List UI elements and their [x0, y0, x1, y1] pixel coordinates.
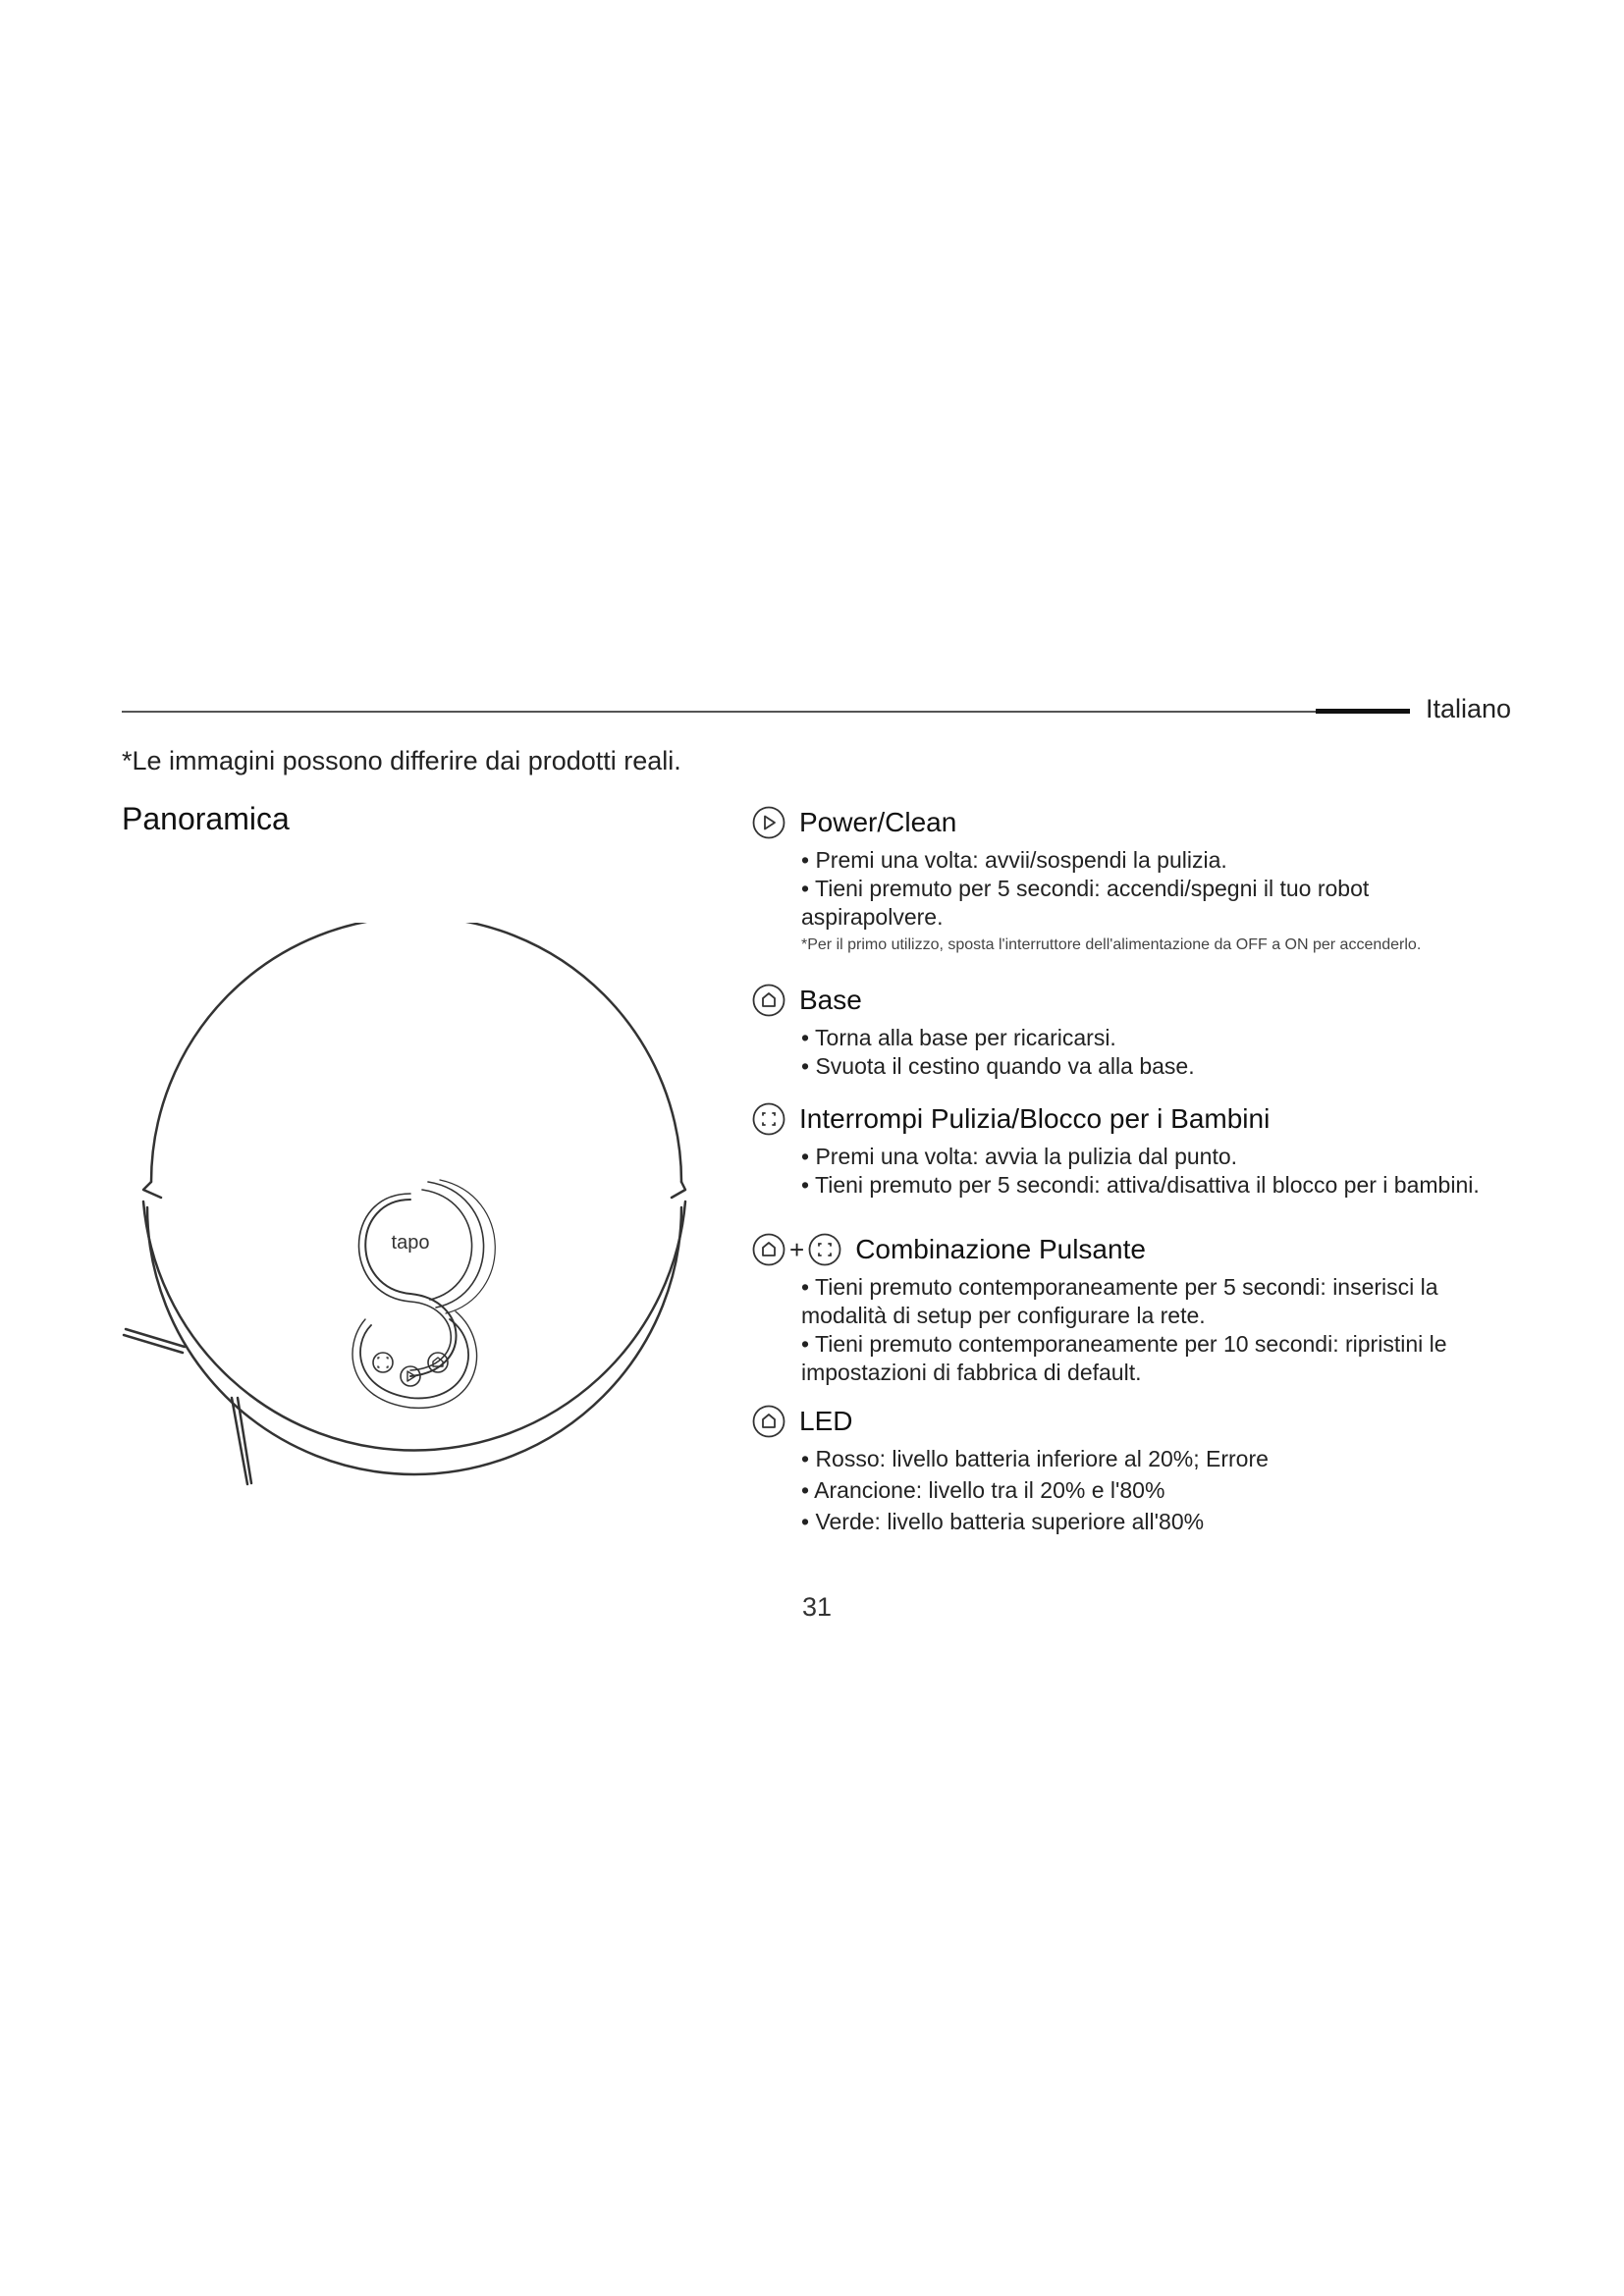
section-line: modalità di setup per configurare la rete. [801, 1303, 1206, 1328]
section-line: aspirapolvere. [801, 904, 944, 930]
language-label: Italiano [1426, 694, 1512, 723]
page-title: Panoramica [122, 801, 290, 836]
section-line: • Verde: livello batteria superiore all'80% [801, 1509, 1205, 1534]
section-title: Combinazione Pulsante [855, 1234, 1146, 1264]
header-rule-accent [1316, 709, 1410, 714]
section-line: • Premi una volta: avvia la pulizia dal punto. [801, 1144, 1238, 1169]
section-button-combination [752, 1230, 1538, 1387]
section-line: • Tieni premuto contemporaneamente per 10 secondi: ripristini le [801, 1331, 1447, 1357]
disclaimer: *Le immagini possono differire dai prodotti reali. [122, 746, 681, 775]
plus-sign: + [789, 1234, 805, 1264]
robot-vacuum-illustration [116, 923, 705, 1492]
section-note: *Per il primo utilizzo, sposta l'interruttore dell'alimentazione da OFF a ON per accenderlo. [801, 936, 1422, 953]
section-line: • Premi una volta: avvii/sospendi la pulizia. [801, 847, 1227, 873]
section-line: • Rosso: livello batteria inferiore al 20%; Errore [801, 1446, 1269, 1471]
home-icon [752, 1233, 785, 1266]
section-line: impostazioni di fabbrica di default. [801, 1360, 1142, 1385]
header-rule [122, 711, 1316, 713]
section-title: Base [799, 985, 862, 1015]
spot-clean-icon [808, 1233, 841, 1266]
play-icon [752, 806, 785, 839]
tapo-logo: tapo [391, 1232, 430, 1254]
section-power-clean [752, 803, 1538, 957]
home-icon [752, 984, 785, 1017]
page-number: 31 [802, 1592, 833, 1622]
spot-clean-icon [752, 1102, 785, 1136]
section-led [752, 1402, 1538, 1536]
section-line: • Svuota il cestino quando va alla base. [801, 1053, 1195, 1079]
section-title: LED [799, 1406, 853, 1436]
section-line: • Tieni premuto per 5 secondi: accendi/spegni il tuo robot [801, 876, 1370, 901]
section-title: Interrompi Pulizia/Blocco per i Bambini [799, 1103, 1271, 1134]
section-base [752, 981, 1538, 1081]
section-line: • Arancione: livello tra il 20% e l'80% [801, 1477, 1165, 1503]
section-line: • Torna alla base per ricaricarsi. [801, 1025, 1116, 1050]
section-line: • Tieni premuto contemporaneamente per 5 secondi: inserisci la [801, 1274, 1438, 1300]
section-line: • Tieni premuto per 5 secondi: attiva/disattiva il blocco per i bambini. [801, 1172, 1480, 1198]
section-title: Power/Clean [799, 807, 957, 837]
section-spot-clean-child-lock [752, 1099, 1538, 1200]
home-icon [752, 1405, 785, 1438]
